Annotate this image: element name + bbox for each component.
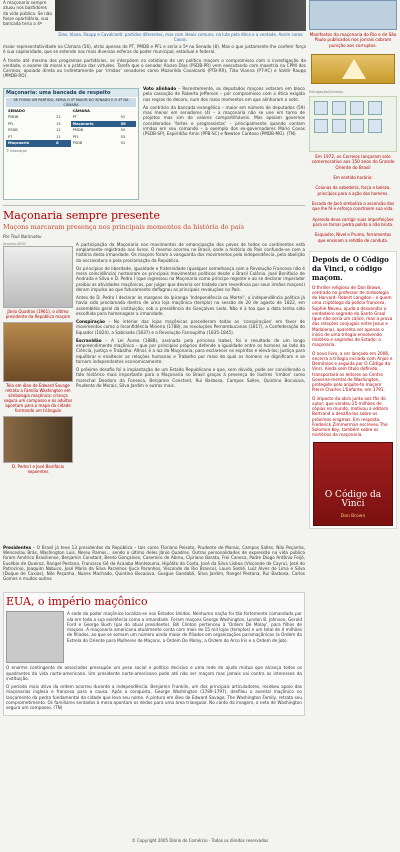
top-paragraphs [3, 44, 306, 82]
stamp-7 [350, 119, 364, 133]
table-cell: Maçonaria [6, 140, 54, 146]
bancada-box-footer: © Infomaçon [6, 148, 28, 153]
senators-photo-caption: Dias, Viana, Raupp e Cavalcanti: partidos diferentes, mas com ideais comuns, na luta pela ética e a verdade. Assim como Covas. [58, 32, 303, 42]
voto-lead: Voto alinhado [143, 86, 177, 91]
stamp-4 [368, 101, 382, 115]
table-cell: 8 [54, 140, 70, 146]
codigo-paragraph: O impacto da obra junto aos fãs do autor, que vendeu 25 milhões de cópias no mundo, motivou a editora Bertrand a desafia-los sobre os próximos enigmas. Em resposta, Frederick Zimmerman escreveu The Solomon Key, também sobre os mistérios da maçonaria. [312, 395, 388, 438]
newspapers-caption: Manifestos da maçonaria do Rio e de São Paulo publicados nos jornais cobram punição aos corruptos. [309, 32, 397, 48]
paragraph: O próximo desafio foi a implantação de um Estado Republicano e que, sem dúvida, pode ser considerado o fato histórico mais importante para a Maçonaria no Brasil graças à presença de ilustres 'irmãos' como marechal Deodoro da Fonseca, Benjamin Constant, Rui Barbosa, Campos Salles, Quintino Bocaiúva, Prudente de Morais, Silva Jardim e outros mais. [76, 367, 305, 388]
table-cell: PFL [72, 134, 79, 139]
conspiracao-text: – No interior das lojas maçônicas precederam todas as 'conspirações' em favor de movimentos como a Inconfidência Mineira (1788), as revoluções Pernambucanas (1817), a Confederação do Equador (1824), a Sabinada (1837) e a Revolução Farroupilha (1835-1845). [76, 319, 305, 335]
table-cell: PT [8, 134, 13, 139]
stamp-8 [368, 119, 382, 133]
symbol-item: Escada de Jacó simboliza a ascensão dos que lhe fé e esforço constroem sua vida. [311, 200, 395, 212]
book-cover [313, 442, 393, 526]
paragraph: A sede do poder maçônico localiza-se nos Estados Unidos. Nenhuma nação foi tão fortemente comandada por ela em toda a sua existência como a irmandade. Foram maçons George Washington, Lyndon B. Johnson, Gerald Ford e George Bush (pai do atual presidente). Bill Clinton pertenceu à 'Ordem De Molay', para filhos de maçons. A maçonaria americana atualmente conta com mais de 15 mil lojas (templos) e um total de 4 milhões de filiados, ao que se somam um número ainda maior de filiados em organizações paramaçônicas (a Ordem da Estrela do Oriente para Mulheres de Maçons, a Ordem De Molay, a Ordem do Arco Íris e a Ordem de Job). [67, 611, 302, 643]
intro-text: A maçonaria sempre atuou nos bastidores da vida pública. Se não fosse opartidária, sua bancada teria a 4ª [3, 0, 52, 26]
voto-text: – Recentemente, os deputados maçons votaram em bloco pela cassação de Roberto Jefferson – por compromisso com a ética exigida nas regras do decoro, num dos raros momentos em que alinharam o voto. [143, 86, 305, 102]
article-images [3, 242, 73, 477]
article-subtitle: Maçons marcaram presença nos principais momentos da história do país [3, 222, 245, 231]
conspiracao-lead: Conspiração [76, 319, 105, 325]
divider [3, 205, 305, 206]
janio-caption: Jânio Quadros (1961), o último presidente da República maçom [5, 309, 71, 320]
table-cell: 56 [119, 121, 136, 127]
paragraph [76, 319, 305, 335]
presidentes-paragraph [3, 545, 305, 582]
table-cell: Maçonaria [71, 121, 119, 127]
table-cell: 15 [56, 121, 61, 126]
symbols-header: Em sentido horário: [333, 174, 373, 180]
bancada-box-title: Maçonaria: uma bancada de respeito [4, 89, 138, 97]
book-cover-title: O Código da Vinci [324, 489, 382, 509]
masonic-triangle-image [311, 54, 395, 84]
book-cover-author: Dan Brown [340, 513, 366, 519]
stamps-caption: Em 1972, os Correios lançaram selo comemorativo aos 150 anos do Grande Oriente do Brasil [311, 154, 395, 170]
pedro-bonifacio-portraits [3, 416, 73, 463]
escravidao-lead: Escravidão [76, 337, 102, 343]
presidentes-text: – O Brasil já teve 13 presidentes da República – tais como Floriano Peixoto, Prudente de Morais, Campos Salles, Nilo Peçanha, Wenceslau Brás, Washington Luis, Nereu Ramos... sendo o último deles Jânio Quadros. Outras personalidades de expressão na vida pública foram Américo Brasiliense, Benjamin Constant, Bento Gonçalves, Casemiro de Abreu, Cipriano Barata, Frei Caneca, Padre Diogo Antônio Feijó, Eusébio de Queiroz, Rangel Pestana, Francisco Gê de Acaiaba Montezuma, Hipólito da Costa, José da Silva Lisboa (Visconde de Cayru), José do Patrocínio, Joaquim Nabuco, José Maria da Silva Paranhos (Juca Paranhos, Visconde do Rio Branco), Lauro Sodré, Luiz Alves de Lima e Silva (Duque de Caxias), Nilo Peçanha, Nunes Machado, Quintino Bocaiúva, Gusgue Gandabli, Silva Jardim, Rangel Pestana, Rui Barbosa, Carlos Gomes e muitos outros [3, 544, 305, 582]
paragraph: A participação da Maçonaria nos movimentos de emancipação dos povos de todos os continentes está amplamente registrada nos livros. O mesmo ocorreu no Brasil, onde a história do País confunde-se com a história desta irmandade. Os maçons foram a vanguarda dos movimentos pela independência, pela abolição da escravatura e pela proclamação da República. [76, 241, 305, 263]
eua-section [3, 592, 305, 717]
sidebar [309, 0, 397, 529]
table-cell: PSDB [72, 141, 83, 146]
article-text [76, 242, 305, 391]
top-section [3, 0, 306, 79]
stamp-1 [314, 101, 328, 115]
codigo-paragraph: O thriller religioso de Dan Brown, centrado no professor de simbologia de Harvard- Robert Langdon - e quem uma criptóloga da polícia francesa, Sophie Neveu, ajuda a desvendar o verdadeiro segredo do Santo Graal (que não seria um cálice, mas a prova das relações conjugais entre Jesus e Madalena), aparenta ser apenas o início de uma trilogia envolvendo mistério e segredos de Estado: a maçonaria. [312, 284, 393, 348]
table-cell: PMDB [8, 115, 19, 120]
senado-header: SENADO [8, 109, 25, 113]
archive-credit: Arquivo AEGC [3, 241, 27, 246]
table-row [6, 140, 136, 146]
bancada-row [3, 86, 305, 202]
janio-quadros-photo [3, 246, 73, 308]
escravidao-text: – A Lei Áurea (1888), assinada pela princesa Isabel, foi o resultado de um longo empreendimento maçônico – que por princípios próprios defende a igualdade entre os homens ao lado da Ciência, Justiça e Trabalho. Afinal, é a luz da Maçonaria, para esclarecer os espíritos e elevá-los; Justiça para equilibrar e enaltecer as relações humanas e Trabalho por meio do qual os homens se dignificam e se tornam independentes economicamente. [76, 337, 305, 364]
paragraph: À frente até mesmo dos programas partidários, se interpõem no cotidiano de um político maçom o compromisso com a investigação da verdade, o exame da moral e a prática das virtudes. Tarefa que o senador Álvaro Dias (PSDB-PR) vem executando com maestria na CPMI dos Correios, apoiado direta ou indiretamente por 'irmãos' senadores como Mozarildo Cavalcanti (PTB-RR), Tião Vianna (PT-AC) e Valdir Raupp (PMDB-RO). [3, 57, 306, 79]
camara-header: CÂMARA [72, 109, 90, 113]
presidentes-lead: Presidentes [3, 544, 32, 550]
divulgacao-credit: Divulgação/Correios [309, 89, 344, 94]
voto-paragraph-2: Ao contrário da bancada evangélica – maior em número de deputados (59) mas menor em senadores (4) – a maçonaria não se une em torno de projetos mas sim de valores compartilháveis. Mas apoiam governos considerados 'fortes e progressistas' – principalmente quando contem irmãos em seu comando – a exemplo dos ex-governadores Mário Covas (PSDB-SP), Espiridião Amin (PPB-SC) e Newton Cardoso (PMDB-MG). (TN) [143, 104, 305, 136]
codigo-title: Depois de O Código da Vinci, o código maçom. [312, 255, 389, 282]
bancada-box [3, 88, 139, 200]
paragraph: maior representatividade na Câmara (56), atrás apenas do PT, PMDB e PFL e seria a 5ª no Senado (8). Mas o que justamente lhe conferir força é sua capilaridade, que se estende nas mais diversas esferas do poder municipal, estadual e federal. [3, 44, 306, 55]
table-cell: PMDB [72, 128, 84, 133]
table-cell: 22 [56, 115, 61, 120]
table-cell: 53 [120, 134, 126, 139]
article-body [3, 242, 305, 545]
table-cell: 51 [120, 141, 126, 146]
main-column [3, 0, 305, 716]
bancada-table [6, 108, 136, 147]
article-author: Por Tsuli Narimatsu [3, 233, 42, 239]
symbol-item: Colunas da sabedoria, força e beleza, princípios para a ação dos homens. [315, 185, 391, 196]
symbol-item: Esquadro, Nível e Prumo, ferramentas que ensinam a retidão de conduta. [314, 232, 392, 243]
stamp-2 [332, 101, 346, 115]
commemorative-stamps-image [309, 96, 397, 152]
article-title: Maçonaria sempre presente [3, 209, 160, 222]
stamp-6 [332, 119, 346, 133]
eua-image [6, 611, 64, 663]
table-cell: PSDB [8, 128, 18, 133]
stamp-5 [314, 119, 328, 133]
paragraph: O enorme contingente de associados pressupõe um peso social e político decisivo e uma rede de ajuda mútua que alcança todos os quadrantes da vida norte-americana. Um presidente norte-americano pode até não ser maçom mas jamais vai contra os interesses da instituição. [6, 665, 302, 681]
washington-caption: Tela em óleo de Edward Savage retrata a Família Washington em simbologia maçônica: criança segura um compasso e os adultos apontam para o mapa da cidade formando um triângulo [3, 383, 73, 414]
symbols-list [309, 175, 397, 244]
paragraph: Antes de D. Pedro I declarar às margens do Ipiranga 'Independência ou Morte!', a independência política já havia sido proclamada dentro de uma loja maçônica (templo) na sessão de 20 de agosto de 1822, em assembléia geral da instituição, sob a presidência de Gonçalves Ledo. Não é à toa que a data tenha sido escolhida para homenagear a irmandade. [76, 295, 305, 316]
table-cell: PT [72, 115, 77, 120]
symbol-item: Aprenda deve corrigir suas imperfeições para se tornar pedra polida a não bruta. [312, 216, 394, 228]
table-cell: PFL [8, 121, 15, 126]
pedro-caption: D. Pedro I e José Bonifácio expoentes [11, 464, 65, 475]
table-cell: 91 [120, 115, 126, 120]
senators-photo [55, 0, 306, 31]
stamp-3 [350, 101, 364, 115]
copyright-footer: © Copyright 2005 Diário do Comércio - Todos os direitos reservados [131, 838, 269, 843]
eua-title: EUA, o império maçônico [6, 594, 148, 608]
table-cell: 55 [120, 128, 126, 133]
paragraph [76, 338, 305, 364]
washington-family-painting [3, 322, 73, 382]
codigo-box [309, 251, 397, 528]
codigo-paragraph: O novo livro, a ser lançado em 2006, encerra a trilogia iniciada com Anjos e Demônios e seguida por O Código da Vinci. Ainda sem título definido, transportará os leitores ao Centro Governa-mental de Washington, protegido pelo arquite-to maçom Pierre Charles L'Enfante, em 1791. [312, 350, 393, 393]
table-cell: 12 [56, 128, 61, 133]
bancada-box-subtitle: SE FOSSE UM PARTIDO, SERIA O 5º MAIOR DO SENADO E O 4º DA CÂMARA [6, 98, 136, 107]
newspapers-thumbnail [309, 0, 397, 30]
table-cell: 11 [56, 134, 61, 139]
paragraph: O período mais ativo da ordem ocorreu durante a independência. Benjamin Franklin, um dos principais articuladores, recebeu apoio das maçonarias inglesa e francesa para a causa. Após a conquista, George Washington (1789-1797), desfilou o avental maçônico no lançamento da pedra fundamental da cidade que leva seu nome. A pintura em óleo de Edward Savage, The Washington Family, retrata seu comprometimento. Os familiares sentados à mesa apontam os dedos para uma área triangular. No canto da imagem, o neto de Washington segura um compasso. (TN) [6, 684, 302, 711]
paragraph: Os princípios de liberdade, igualdade e fraternidade (qualquer semelhança com a Revolução Francesa não é mera coincidência) nortearam os principais movimentos políticos desde o Brasil Colônia. José Bonifácio de Andrada e Silva e D. Pedro I (que ingressou na Maçonaria como príncipe regente e ao se declarar imperador proibiu as atividades maçônicas, por julgar que deveria ser tratado com reverência por seus irmãos maçons) deram impulso ao que futuramente deflagrou as principais revoluções no País. [76, 265, 305, 292]
